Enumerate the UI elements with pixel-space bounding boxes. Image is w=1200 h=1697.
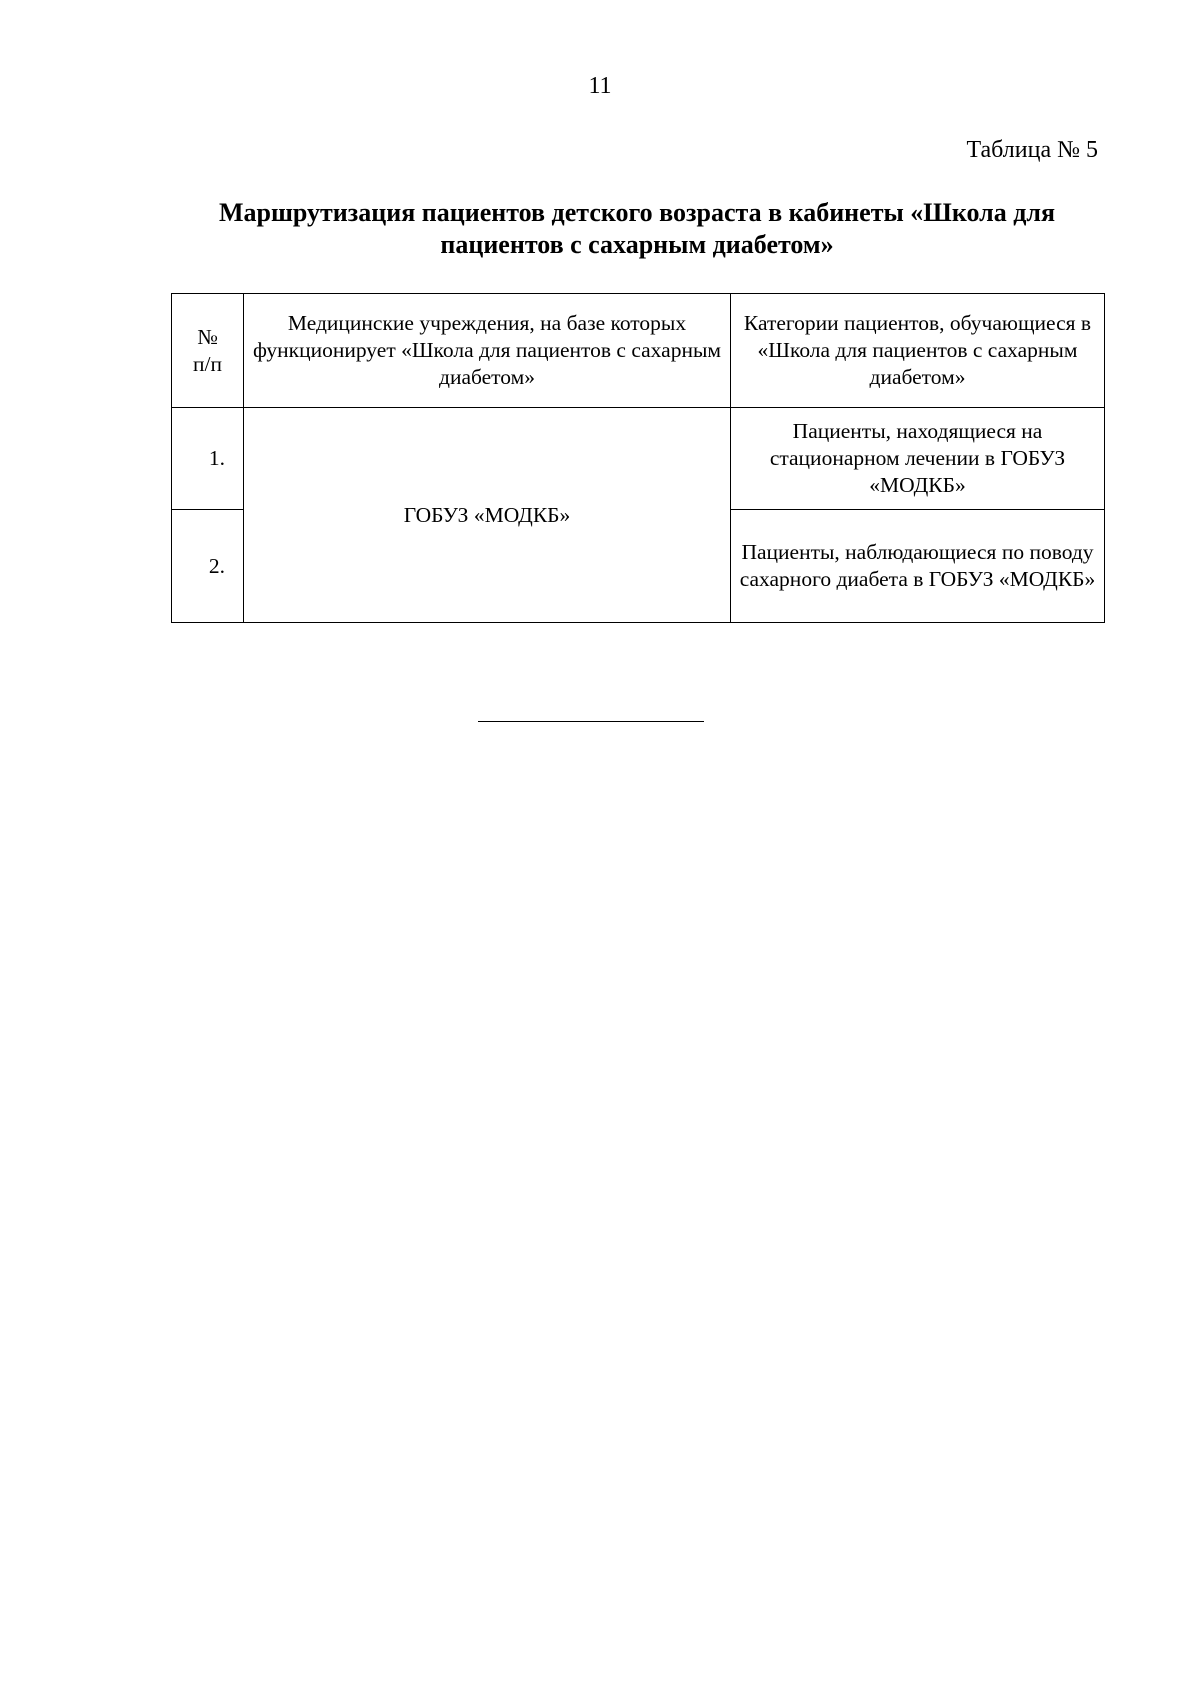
page-number: 11 [588,73,612,99]
header-institution-cell: Медицинские учреждения, на базе которых функционирует «Школа для пациентов с сахарным диабетом» [244,294,731,408]
institution-cell: ГОБУЗ «МОДКБ» [244,408,731,623]
table-number: Таблица № 5 [966,137,1098,163]
category-cell: Пациенты, наблюдающиеся по поводу сахарного диабета в ГОБУЗ «МОДКБ» [731,510,1105,623]
header-category-cell: Категории пациентов, обучающиеся в «Школа для пациентов с сахарным диабетом» [731,294,1105,408]
header-number-pp: п/п [193,351,222,376]
table-row [172,408,1105,510]
header-number-sign: № [197,324,218,349]
category-cell: Пациенты, находящиеся на стационарном лечении в ГОБУЗ «МОДКБ» [731,408,1105,510]
table-header-row [172,294,1105,408]
end-separator-line [478,721,704,722]
row-number-cell: 1. [172,408,244,510]
routing-table [171,293,1105,623]
row-number-cell: 2. [172,510,244,623]
document-title: Маршрутизация пациентов детского возраста в кабинеты «Школа для пациентов с сахарным диабетом» [218,198,1056,259]
header-number-cell [172,294,244,408]
